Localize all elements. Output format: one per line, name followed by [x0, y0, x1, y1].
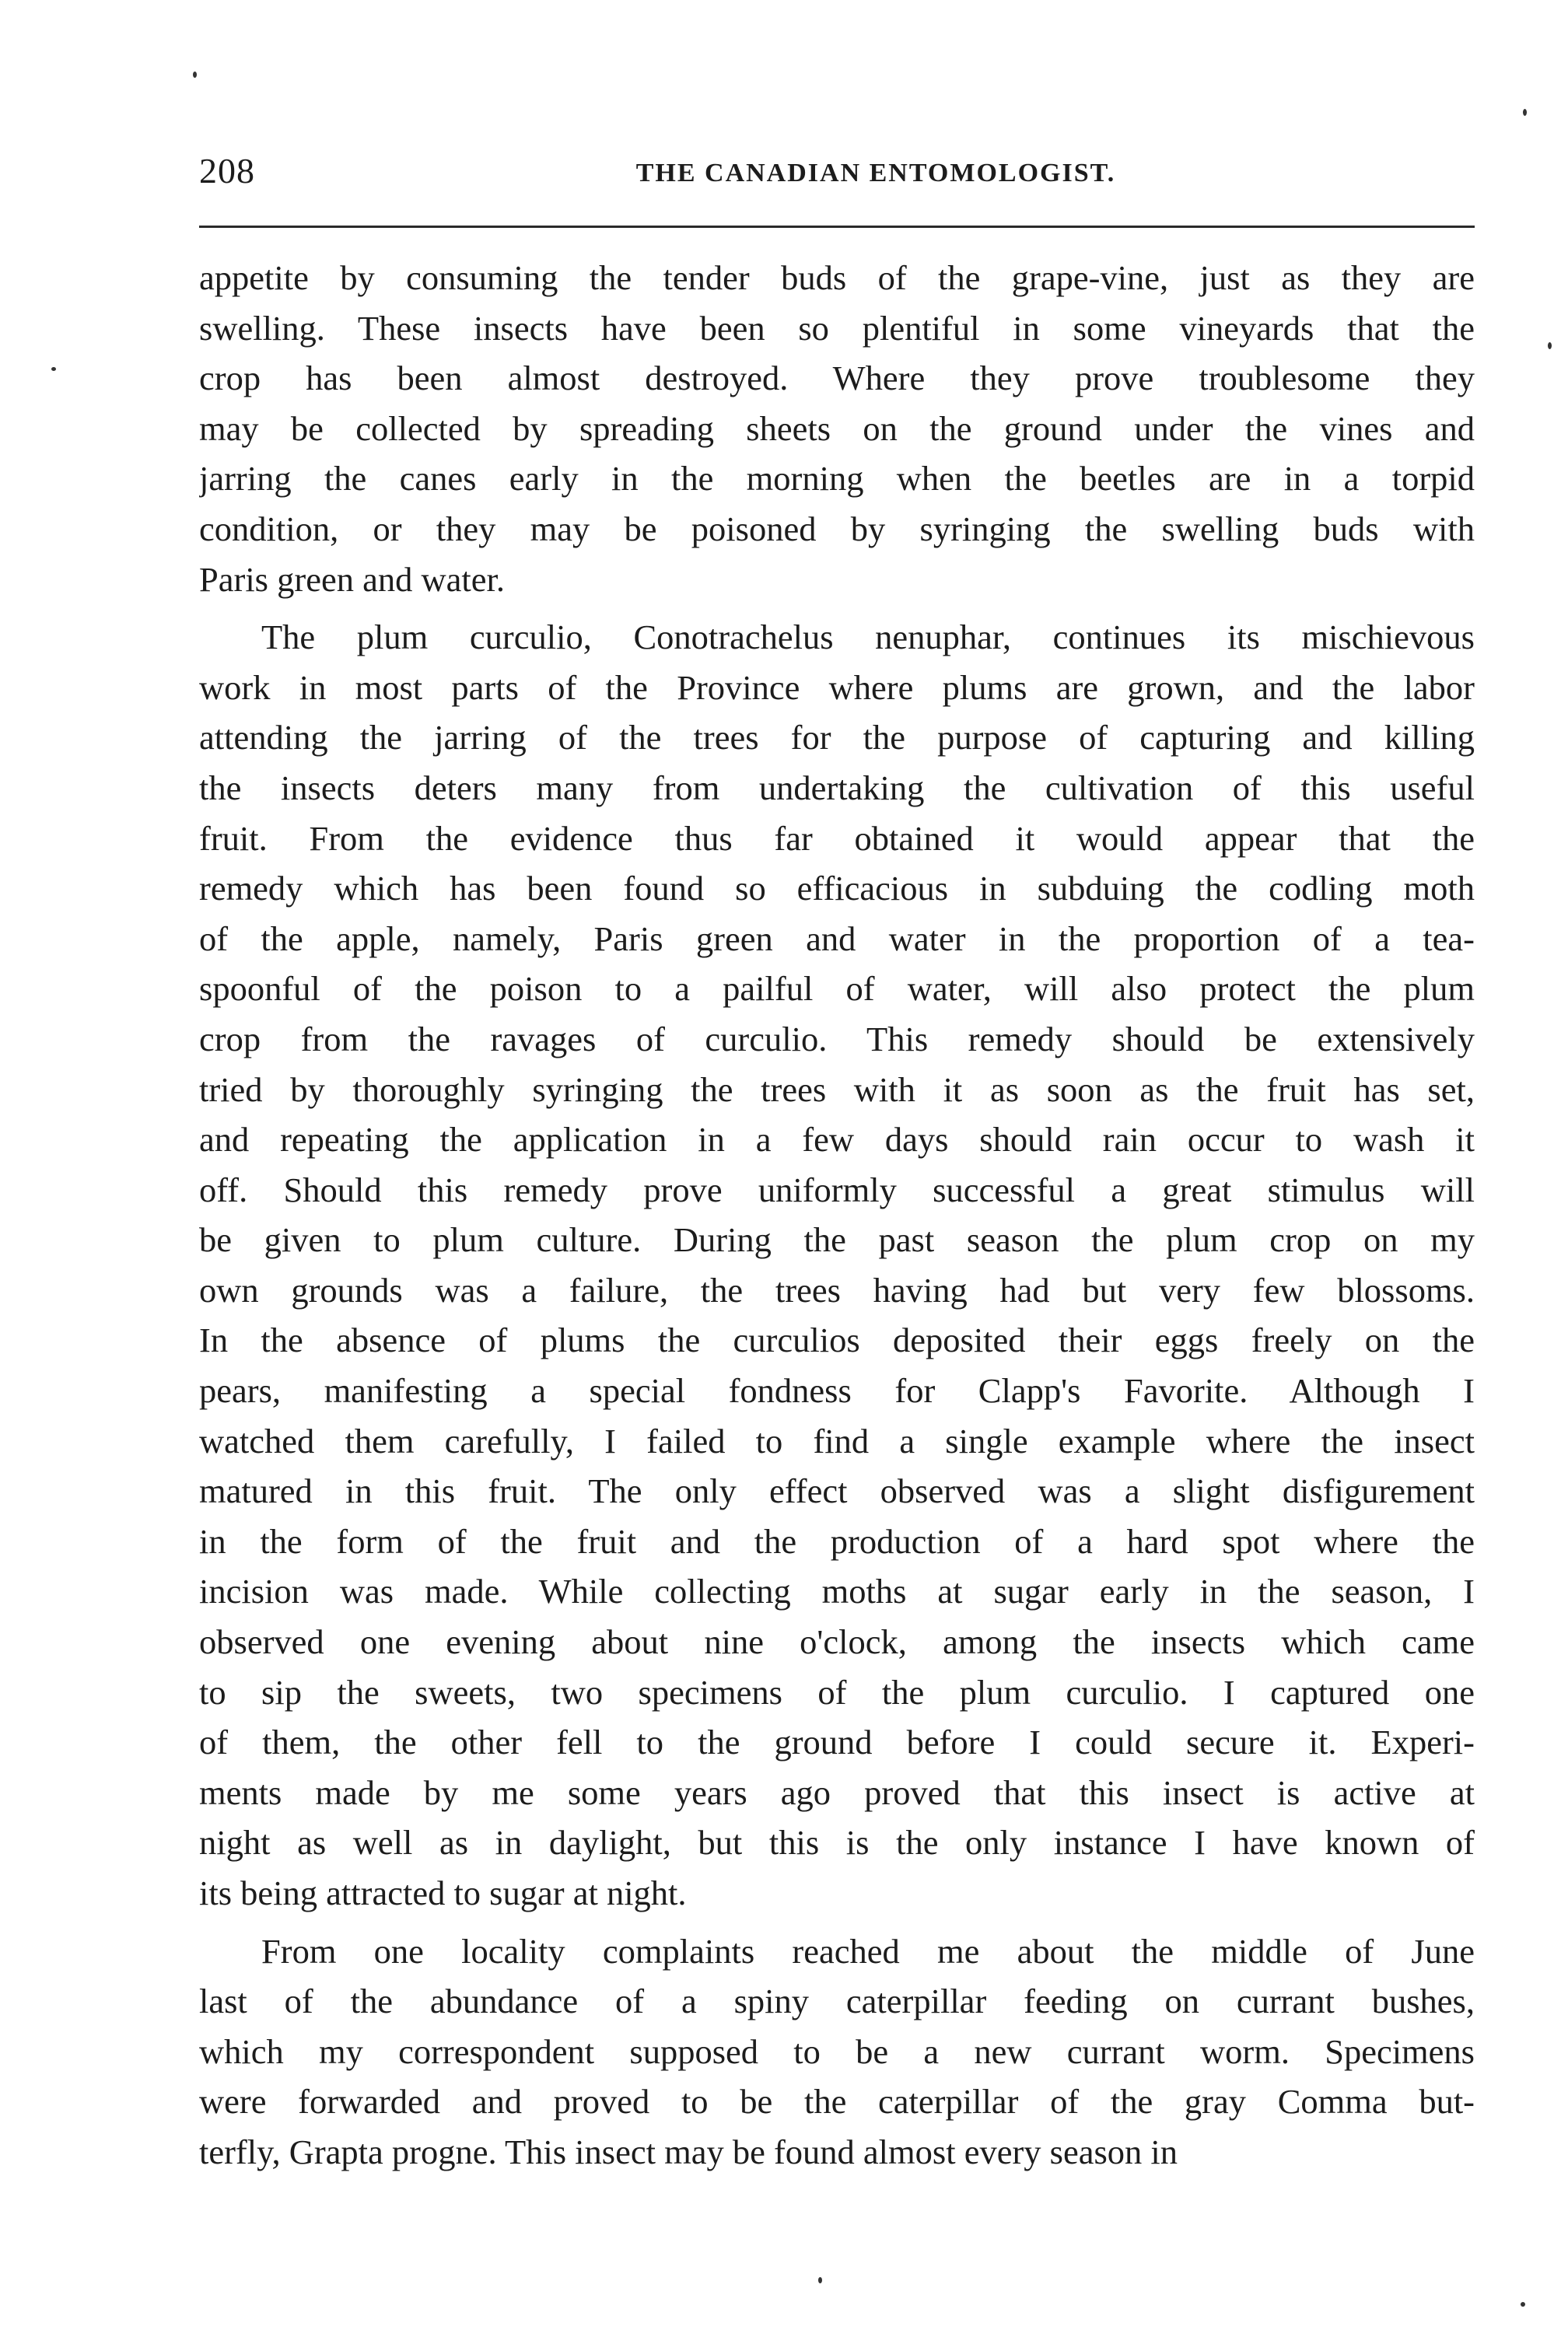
scan-speck	[1521, 2302, 1525, 2307]
paragraph	[199, 253, 1475, 604]
text-line: were forwarded and proved to be the caterpillar of the gray Comma but-	[199, 2082, 1475, 2122]
paragraph	[199, 1926, 1475, 2178]
running-head	[199, 148, 1475, 202]
text-line: to sip the sweets, two specimens of the plum curculio. I captured one	[199, 1672, 1475, 1712]
text-line: From one locality complaints reached me about the middle of June	[261, 1931, 1475, 1971]
text-line: Paris green and water.	[199, 559, 505, 599]
document-page	[199, 148, 1475, 2171]
text-line: of them, the other fell to the ground before I could secure it. Experi-	[199, 1723, 1475, 1762]
text-line: terfly, Grapta progne. This insect may be found almost every season in	[199, 2132, 1178, 2171]
text-line: spoonful of the poison to a pailful of water, will also protect the plum	[199, 969, 1475, 1009]
header-rule	[199, 226, 1475, 228]
text-line: night as well as in daylight, but this is the only instance I have known of	[199, 1823, 1475, 1863]
text-line: appetite by consuming the tender buds of the grape-vine, just as they are	[199, 258, 1475, 297]
text-line: in the form of the fruit and the production of a hard spot where the	[199, 1521, 1475, 1561]
body-text	[199, 253, 1475, 2178]
text-line: the insects deters many from undertaking the cultivation of this useful	[199, 768, 1475, 807]
text-line: ments made by me some years ago proved that this insect is active at	[199, 1772, 1475, 1812]
text-line: attending the jarring of the trees for the purpose of capturing and killing	[199, 718, 1475, 757]
paragraph-gap	[199, 1919, 1475, 1926]
text-line: tried by thoroughly syringing the trees with it as soon as the fruit has set,	[199, 1069, 1475, 1109]
text-line: crop from the ravages of curculio. This remedy should be extensively	[199, 1019, 1475, 1058]
journal-title: THE CANADIAN ENTOMOLOGIST.	[635, 159, 1116, 187]
text-line: The plum curculio, Conotrachelus nenuphar, continues its mischievous	[261, 617, 1475, 657]
scan-speck	[193, 72, 197, 78]
text-line: work in most parts of the Province where plums are grown, and the labor	[199, 667, 1475, 707]
text-line: matured in this fruit. The only effect observed was a slight disfigurement	[199, 1471, 1475, 1511]
paragraph	[199, 612, 1475, 1918]
text-line: fruit. From the evidence thus far obtained it would appear that the	[199, 818, 1475, 858]
text-line: jarring the canes early in the morning when the beetles are in a torpid	[199, 459, 1475, 499]
text-line: be given to plum culture. During the past season the plum crop on my	[199, 1220, 1475, 1260]
text-line: off. Should this remedy prove uniformly successful a great stimulus will	[199, 1170, 1475, 1209]
text-line: may be collected by spreading sheets on the ground under the vines and	[199, 408, 1475, 448]
text-line: and repeating the application in a few days should rain occur to wash it	[199, 1120, 1475, 1160]
text-line: of the apple, namely, Paris green and water in the proportion of a tea-	[199, 918, 1475, 958]
text-line: crop has been almost destroyed. Where they prove troublesome they	[199, 359, 1475, 398]
text-line: own grounds was a failure, the trees having had but very few blossoms.	[199, 1270, 1475, 1310]
paragraph-gap	[199, 604, 1475, 612]
scan-speck	[51, 367, 56, 371]
text-line: incision was made. While collecting moths at sugar early in the season, I	[199, 1572, 1475, 1611]
text-line: last of the abundance of a spiny caterpillar feeding on currant bushes,	[199, 1982, 1475, 2021]
text-line: which my correspondent supposed to be a new currant worm. Specimens	[199, 2031, 1475, 2071]
scan-speck	[1548, 342, 1552, 349]
text-line: condition, or they may be poisoned by syringing the swelling buds with	[199, 509, 1475, 548]
text-line: pears, manifesting a special fondness for Clapp's Favorite. Although I	[199, 1371, 1475, 1411]
text-line: its being attracted to sugar at night.	[199, 1873, 687, 1912]
scan-speck	[1523, 109, 1527, 116]
text-line: swelling. These insects have been so plentiful in some vineyards that the	[199, 308, 1475, 348]
text-line: watched them carefully, I failed to find a single example where the insect	[199, 1421, 1475, 1461]
text-line: In the absence of plums the curculios deposited their eggs freely on the	[199, 1321, 1475, 1360]
scan-speck	[818, 2277, 822, 2283]
page-number: 208	[199, 151, 255, 191]
text-line: observed one evening about nine o'clock, among the insects which came	[199, 1622, 1475, 1662]
text-line: remedy which has been found so efficacious in subduing the codling moth	[199, 869, 1475, 908]
